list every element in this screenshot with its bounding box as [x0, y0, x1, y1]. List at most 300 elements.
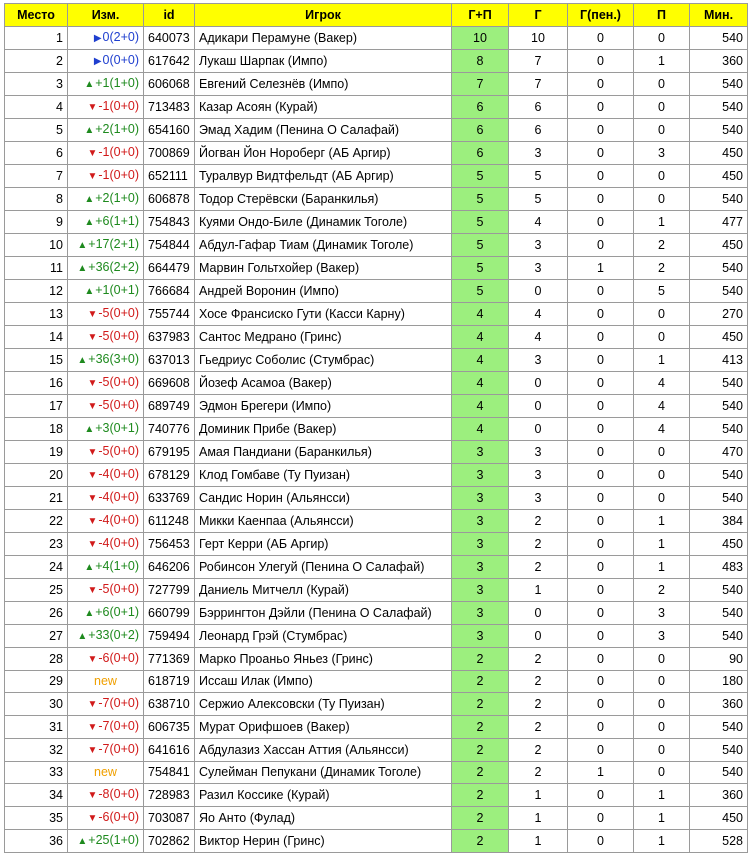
- player-id-cell[interactable]: 664479: [144, 257, 195, 280]
- player-id-cell[interactable]: 617642: [144, 50, 195, 73]
- change-cell[interactable]: [68, 188, 144, 211]
- minutes-cell[interactable]: 540: [690, 716, 748, 739]
- penalty-goals-cell[interactable]: 0: [568, 441, 634, 464]
- place-cell[interactable]: 34: [5, 784, 68, 807]
- place-cell[interactable]: 24: [5, 556, 68, 579]
- assists-cell[interactable]: 0: [634, 671, 690, 693]
- goals-plus-assists-cell[interactable]: 3: [452, 625, 509, 648]
- change-cell[interactable]: [68, 648, 144, 671]
- change-cell[interactable]: [68, 625, 144, 648]
- player-id-cell[interactable]: 669608: [144, 372, 195, 395]
- change-cell[interactable]: [68, 165, 144, 188]
- player-name-cell[interactable]: Герт Керри (АБ Аргир): [195, 533, 452, 556]
- player-name-cell[interactable]: Казар Асоян (Курай): [195, 96, 452, 119]
- place-cell[interactable]: 21: [5, 487, 68, 510]
- assists-cell[interactable]: 1: [634, 807, 690, 830]
- player-name-cell[interactable]: Туралвур Видтфельдт (АБ Аргир): [195, 165, 452, 188]
- minutes-cell[interactable]: 360: [690, 784, 748, 807]
- place-cell[interactable]: 32: [5, 739, 68, 762]
- assists-cell[interactable]: 0: [634, 326, 690, 349]
- goals-cell[interactable]: 1: [509, 830, 568, 853]
- minutes-cell[interactable]: 540: [690, 96, 748, 119]
- player-name-cell[interactable]: Бэррингтон Дэйли (Пенина О Салафай): [195, 602, 452, 625]
- player-name-cell[interactable]: Доминик Прибе (Вакер): [195, 418, 452, 441]
- place-cell[interactable]: 6: [5, 142, 68, 165]
- place-cell[interactable]: 8: [5, 188, 68, 211]
- player-id-cell[interactable]: 641616: [144, 739, 195, 762]
- place-cell[interactable]: 3: [5, 73, 68, 96]
- change-cell[interactable]: [68, 349, 144, 372]
- place-cell[interactable]: 9: [5, 211, 68, 234]
- player-id-cell[interactable]: 640073: [144, 27, 195, 50]
- goals-cell[interactable]: 7: [509, 73, 568, 96]
- change-cell[interactable]: [68, 579, 144, 602]
- place-cell[interactable]: 23: [5, 533, 68, 556]
- change-cell[interactable]: [68, 441, 144, 464]
- player-id-cell[interactable]: 638710: [144, 693, 195, 716]
- goals-plus-assists-cell[interactable]: 3: [452, 533, 509, 556]
- assists-cell[interactable]: 3: [634, 602, 690, 625]
- goals-plus-assists-cell[interactable]: 3: [452, 602, 509, 625]
- minutes-cell[interactable]: 540: [690, 372, 748, 395]
- place-cell[interactable]: 2: [5, 50, 68, 73]
- place-cell[interactable]: 15: [5, 349, 68, 372]
- player-id-cell[interactable]: 759494: [144, 625, 195, 648]
- player-name-cell[interactable]: Эмад Хадим (Пенина О Салафай): [195, 119, 452, 142]
- player-id-cell[interactable]: 700869: [144, 142, 195, 165]
- player-id-cell[interactable]: 633769: [144, 487, 195, 510]
- assists-cell[interactable]: 0: [634, 27, 690, 50]
- player-id-cell[interactable]: 740776: [144, 418, 195, 441]
- goals-plus-assists-cell[interactable]: 2: [452, 830, 509, 853]
- penalty-goals-cell[interactable]: 0: [568, 556, 634, 579]
- goals-cell[interactable]: 1: [509, 579, 568, 602]
- player-name-cell[interactable]: Йозеф Асамоа (Вакер): [195, 372, 452, 395]
- goals-plus-assists-cell[interactable]: 4: [452, 395, 509, 418]
- goals-cell[interactable]: 0: [509, 625, 568, 648]
- change-cell[interactable]: [68, 50, 144, 73]
- change-cell[interactable]: [68, 807, 144, 830]
- goals-plus-assists-cell[interactable]: 6: [452, 119, 509, 142]
- change-cell[interactable]: [68, 326, 144, 349]
- goals-plus-assists-cell[interactable]: 3: [452, 510, 509, 533]
- goals-plus-assists-cell[interactable]: 6: [452, 96, 509, 119]
- minutes-cell[interactable]: 360: [690, 693, 748, 716]
- goals-plus-assists-cell[interactable]: 2: [452, 648, 509, 671]
- player-name-cell[interactable]: Клод Гомбаве (Ту Пуизан): [195, 464, 452, 487]
- goals-cell[interactable]: 0: [509, 395, 568, 418]
- goals-plus-assists-cell[interactable]: 2: [452, 762, 509, 784]
- minutes-cell[interactable]: 360: [690, 50, 748, 73]
- minutes-cell[interactable]: 450: [690, 533, 748, 556]
- assists-cell[interactable]: 0: [634, 303, 690, 326]
- goals-plus-assists-cell[interactable]: 2: [452, 716, 509, 739]
- header-change[interactable]: Изм.: [68, 4, 144, 27]
- player-id-cell[interactable]: 754844: [144, 234, 195, 257]
- change-cell[interactable]: [68, 602, 144, 625]
- minutes-cell[interactable]: 540: [690, 487, 748, 510]
- minutes-cell[interactable]: 450: [690, 807, 748, 830]
- place-cell[interactable]: 31: [5, 716, 68, 739]
- change-cell[interactable]: [68, 418, 144, 441]
- player-name-cell[interactable]: Микки Каенпаа (Альянсси): [195, 510, 452, 533]
- goals-cell[interactable]: 2: [509, 510, 568, 533]
- player-name-cell[interactable]: Робинсон Улегуй (Пенина О Салафай): [195, 556, 452, 579]
- assists-cell[interactable]: 0: [634, 487, 690, 510]
- change-cell[interactable]: [68, 234, 144, 257]
- goals-plus-assists-cell[interactable]: 5: [452, 188, 509, 211]
- goals-cell[interactable]: 7: [509, 50, 568, 73]
- minutes-cell[interactable]: 483: [690, 556, 748, 579]
- place-cell[interactable]: 1: [5, 27, 68, 50]
- assists-cell[interactable]: 3: [634, 142, 690, 165]
- minutes-cell[interactable]: 540: [690, 579, 748, 602]
- goals-cell[interactable]: 5: [509, 165, 568, 188]
- assists-cell[interactable]: 1: [634, 556, 690, 579]
- minutes-cell[interactable]: 450: [690, 326, 748, 349]
- header-id[interactable]: id: [144, 4, 195, 27]
- penalty-goals-cell[interactable]: 0: [568, 602, 634, 625]
- player-name-cell[interactable]: Йогван Йон Нороберг (АБ Аргир): [195, 142, 452, 165]
- assists-cell[interactable]: 0: [634, 648, 690, 671]
- header-gp[interactable]: Г+П: [452, 4, 509, 27]
- minutes-cell[interactable]: 540: [690, 27, 748, 50]
- goals-cell[interactable]: 2: [509, 533, 568, 556]
- goals-plus-assists-cell[interactable]: 3: [452, 579, 509, 602]
- player-name-cell[interactable]: Куями Ондо-Биле (Динамик Тоголе): [195, 211, 452, 234]
- goals-plus-assists-cell[interactable]: 2: [452, 784, 509, 807]
- goals-plus-assists-cell[interactable]: 2: [452, 671, 509, 693]
- assists-cell[interactable]: 0: [634, 762, 690, 784]
- assists-cell[interactable]: 1: [634, 211, 690, 234]
- change-cell[interactable]: [68, 303, 144, 326]
- place-cell[interactable]: 26: [5, 602, 68, 625]
- assists-cell[interactable]: 0: [634, 188, 690, 211]
- player-name-cell[interactable]: Даниель Митчелл (Курай): [195, 579, 452, 602]
- player-name-cell[interactable]: Леонард Грэй (Стумбрас): [195, 625, 452, 648]
- assists-cell[interactable]: 1: [634, 349, 690, 372]
- minutes-cell[interactable]: 413: [690, 349, 748, 372]
- player-id-cell[interactable]: 766684: [144, 280, 195, 303]
- minutes-cell[interactable]: 540: [690, 257, 748, 280]
- assists-cell[interactable]: 1: [634, 784, 690, 807]
- penalty-goals-cell[interactable]: 0: [568, 349, 634, 372]
- penalty-goals-cell[interactable]: 0: [568, 716, 634, 739]
- place-cell[interactable]: 18: [5, 418, 68, 441]
- header-minutes[interactable]: Мин.: [690, 4, 748, 27]
- player-name-cell[interactable]: Абдул-Гафар Тиам (Динамик Тоголе): [195, 234, 452, 257]
- goals-cell[interactable]: 10: [509, 27, 568, 50]
- goals-cell[interactable]: 3: [509, 142, 568, 165]
- goals-plus-assists-cell[interactable]: 3: [452, 487, 509, 510]
- change-cell[interactable]: [68, 464, 144, 487]
- penalty-goals-cell[interactable]: 0: [568, 418, 634, 441]
- player-name-cell[interactable]: Хосе Франсиско Гути (Касси Карну): [195, 303, 452, 326]
- change-cell[interactable]: [68, 671, 144, 693]
- player-name-cell[interactable]: Марко Проаньо Яньез (Гринс): [195, 648, 452, 671]
- player-id-cell[interactable]: 689749: [144, 395, 195, 418]
- goals-cell[interactable]: 0: [509, 418, 568, 441]
- assists-cell[interactable]: 0: [634, 165, 690, 188]
- minutes-cell[interactable]: 384: [690, 510, 748, 533]
- goals-plus-assists-cell[interactable]: 4: [452, 349, 509, 372]
- goals-plus-assists-cell[interactable]: 10: [452, 27, 509, 50]
- place-cell[interactable]: 5: [5, 119, 68, 142]
- goals-cell[interactable]: 3: [509, 349, 568, 372]
- place-cell[interactable]: 14: [5, 326, 68, 349]
- penalty-goals-cell[interactable]: 0: [568, 671, 634, 693]
- player-id-cell[interactable]: 679195: [144, 441, 195, 464]
- goals-cell[interactable]: 2: [509, 716, 568, 739]
- change-cell[interactable]: [68, 395, 144, 418]
- goals-plus-assists-cell[interactable]: 7: [452, 73, 509, 96]
- place-cell[interactable]: 7: [5, 165, 68, 188]
- change-cell[interactable]: [68, 96, 144, 119]
- place-cell[interactable]: 30: [5, 693, 68, 716]
- player-name-cell[interactable]: Сулейман Пепукани (Динамик Тоголе): [195, 762, 452, 784]
- assists-cell[interactable]: 0: [634, 119, 690, 142]
- goals-cell[interactable]: 3: [509, 257, 568, 280]
- player-name-cell[interactable]: Амая Пандиани (Баранкилья): [195, 441, 452, 464]
- place-cell[interactable]: 28: [5, 648, 68, 671]
- goals-cell[interactable]: 3: [509, 487, 568, 510]
- goals-cell[interactable]: 2: [509, 671, 568, 693]
- change-cell[interactable]: [68, 784, 144, 807]
- goals-plus-assists-cell[interactable]: 5: [452, 165, 509, 188]
- change-cell[interactable]: [68, 211, 144, 234]
- goals-plus-assists-cell[interactable]: 3: [452, 556, 509, 579]
- goals-cell[interactable]: 2: [509, 739, 568, 762]
- player-name-cell[interactable]: Лукаш Шарпак (Импо): [195, 50, 452, 73]
- penalty-goals-cell[interactable]: 0: [568, 234, 634, 257]
- player-id-cell[interactable]: 606068: [144, 73, 195, 96]
- goals-cell[interactable]: 2: [509, 693, 568, 716]
- goals-cell[interactable]: 3: [509, 441, 568, 464]
- penalty-goals-cell[interactable]: 0: [568, 372, 634, 395]
- goals-cell[interactable]: 6: [509, 119, 568, 142]
- header-penalty-goals[interactable]: Г(пен.): [568, 4, 634, 27]
- header-goals[interactable]: Г: [509, 4, 568, 27]
- penalty-goals-cell[interactable]: 0: [568, 487, 634, 510]
- goals-cell[interactable]: 5: [509, 188, 568, 211]
- minutes-cell[interactable]: 540: [690, 280, 748, 303]
- player-id-cell[interactable]: 637013: [144, 349, 195, 372]
- change-cell[interactable]: [68, 693, 144, 716]
- goals-cell[interactable]: 0: [509, 372, 568, 395]
- change-cell[interactable]: [68, 762, 144, 784]
- minutes-cell[interactable]: 90: [690, 648, 748, 671]
- goals-plus-assists-cell[interactable]: 5: [452, 257, 509, 280]
- player-id-cell[interactable]: 713483: [144, 96, 195, 119]
- goals-plus-assists-cell[interactable]: 5: [452, 211, 509, 234]
- player-name-cell[interactable]: Мурат Орифшоев (Вакер): [195, 716, 452, 739]
- goals-plus-assists-cell[interactable]: 8: [452, 50, 509, 73]
- goals-cell[interactable]: 1: [509, 807, 568, 830]
- minutes-cell[interactable]: 540: [690, 119, 748, 142]
- penalty-goals-cell[interactable]: 0: [568, 464, 634, 487]
- minutes-cell[interactable]: 477: [690, 211, 748, 234]
- goals-cell[interactable]: 3: [509, 464, 568, 487]
- player-id-cell[interactable]: 678129: [144, 464, 195, 487]
- minutes-cell[interactable]: 540: [690, 395, 748, 418]
- penalty-goals-cell[interactable]: 0: [568, 533, 634, 556]
- change-cell[interactable]: [68, 280, 144, 303]
- change-cell[interactable]: [68, 119, 144, 142]
- player-id-cell[interactable]: 618719: [144, 671, 195, 693]
- goals-cell[interactable]: 0: [509, 280, 568, 303]
- player-name-cell[interactable]: Эдмон Брегери (Импо): [195, 395, 452, 418]
- player-id-cell[interactable]: 703087: [144, 807, 195, 830]
- change-cell[interactable]: [68, 487, 144, 510]
- player-name-cell[interactable]: Яо Анто (Фулад): [195, 807, 452, 830]
- assists-cell[interactable]: 1: [634, 533, 690, 556]
- penalty-goals-cell[interactable]: 1: [568, 257, 634, 280]
- player-id-cell[interactable]: 646206: [144, 556, 195, 579]
- player-id-cell[interactable]: 727799: [144, 579, 195, 602]
- player-name-cell[interactable]: Евгений Селезнёв (Импо): [195, 73, 452, 96]
- goals-plus-assists-cell[interactable]: 2: [452, 807, 509, 830]
- minutes-cell[interactable]: 540: [690, 739, 748, 762]
- player-id-cell[interactable]: 606878: [144, 188, 195, 211]
- place-cell[interactable]: 36: [5, 830, 68, 853]
- minutes-cell[interactable]: 540: [690, 762, 748, 784]
- penalty-goals-cell[interactable]: 0: [568, 188, 634, 211]
- penalty-goals-cell[interactable]: 0: [568, 119, 634, 142]
- goals-plus-assists-cell[interactable]: 5: [452, 280, 509, 303]
- assists-cell[interactable]: 0: [634, 464, 690, 487]
- assists-cell[interactable]: 4: [634, 418, 690, 441]
- penalty-goals-cell[interactable]: 0: [568, 27, 634, 50]
- goals-cell[interactable]: 2: [509, 556, 568, 579]
- place-cell[interactable]: 13: [5, 303, 68, 326]
- assists-cell[interactable]: 1: [634, 50, 690, 73]
- goals-plus-assists-cell[interactable]: 3: [452, 441, 509, 464]
- goals-plus-assists-cell[interactable]: 4: [452, 303, 509, 326]
- goals-cell[interactable]: 0: [509, 602, 568, 625]
- place-cell[interactable]: 11: [5, 257, 68, 280]
- place-cell[interactable]: 22: [5, 510, 68, 533]
- penalty-goals-cell[interactable]: 0: [568, 648, 634, 671]
- place-cell[interactable]: 17: [5, 395, 68, 418]
- place-cell[interactable]: 29: [5, 671, 68, 693]
- penalty-goals-cell[interactable]: 0: [568, 280, 634, 303]
- player-id-cell[interactable]: 754843: [144, 211, 195, 234]
- penalty-goals-cell[interactable]: 0: [568, 50, 634, 73]
- assists-cell[interactable]: 2: [634, 579, 690, 602]
- player-id-cell[interactable]: 755744: [144, 303, 195, 326]
- player-id-cell[interactable]: 660799: [144, 602, 195, 625]
- penalty-goals-cell[interactable]: 0: [568, 625, 634, 648]
- player-id-cell[interactable]: 654160: [144, 119, 195, 142]
- goals-plus-assists-cell[interactable]: 2: [452, 693, 509, 716]
- minutes-cell[interactable]: 540: [690, 625, 748, 648]
- place-cell[interactable]: 35: [5, 807, 68, 830]
- player-name-cell[interactable]: Марвин Гольтхойер (Вакер): [195, 257, 452, 280]
- place-cell[interactable]: 20: [5, 464, 68, 487]
- change-cell[interactable]: [68, 257, 144, 280]
- place-cell[interactable]: 19: [5, 441, 68, 464]
- minutes-cell[interactable]: 540: [690, 418, 748, 441]
- penalty-goals-cell[interactable]: 0: [568, 142, 634, 165]
- assists-cell[interactable]: 0: [634, 693, 690, 716]
- minutes-cell[interactable]: 540: [690, 73, 748, 96]
- header-player[interactable]: Игрок: [195, 4, 452, 27]
- player-id-cell[interactable]: 637983: [144, 326, 195, 349]
- assists-cell[interactable]: 0: [634, 96, 690, 119]
- minutes-cell[interactable]: 470: [690, 441, 748, 464]
- player-id-cell[interactable]: 728983: [144, 784, 195, 807]
- penalty-goals-cell[interactable]: 0: [568, 830, 634, 853]
- minutes-cell[interactable]: 528: [690, 830, 748, 853]
- minutes-cell[interactable]: 450: [690, 165, 748, 188]
- penalty-goals-cell[interactable]: 0: [568, 165, 634, 188]
- change-cell[interactable]: [68, 830, 144, 853]
- change-cell[interactable]: [68, 556, 144, 579]
- penalty-goals-cell[interactable]: 0: [568, 96, 634, 119]
- place-cell[interactable]: 27: [5, 625, 68, 648]
- change-cell[interactable]: [68, 533, 144, 556]
- change-cell[interactable]: [68, 739, 144, 762]
- penalty-goals-cell[interactable]: 1: [568, 762, 634, 784]
- goals-cell[interactable]: 4: [509, 326, 568, 349]
- goals-plus-assists-cell[interactable]: 4: [452, 372, 509, 395]
- penalty-goals-cell[interactable]: 0: [568, 693, 634, 716]
- player-name-cell[interactable]: Абдулазиз Хассан Аттия (Альянсси): [195, 739, 452, 762]
- penalty-goals-cell[interactable]: 0: [568, 395, 634, 418]
- change-cell[interactable]: [68, 372, 144, 395]
- assists-cell[interactable]: 0: [634, 73, 690, 96]
- player-name-cell[interactable]: Тодор Стерёвски (Баранкилья): [195, 188, 452, 211]
- penalty-goals-cell[interactable]: 0: [568, 211, 634, 234]
- assists-cell[interactable]: 3: [634, 625, 690, 648]
- minutes-cell[interactable]: 450: [690, 234, 748, 257]
- player-id-cell[interactable]: 754841: [144, 762, 195, 784]
- player-name-cell[interactable]: Виктор Нерин (Гринс): [195, 830, 452, 853]
- player-id-cell[interactable]: 771369: [144, 648, 195, 671]
- player-id-cell[interactable]: 606735: [144, 716, 195, 739]
- goals-cell[interactable]: 1: [509, 784, 568, 807]
- penalty-goals-cell[interactable]: 0: [568, 326, 634, 349]
- player-name-cell[interactable]: Сантос Медрано (Гринс): [195, 326, 452, 349]
- player-id-cell[interactable]: 652111: [144, 165, 195, 188]
- player-id-cell[interactable]: 702862: [144, 830, 195, 853]
- player-id-cell[interactable]: 611248: [144, 510, 195, 533]
- assists-cell[interactable]: 0: [634, 739, 690, 762]
- assists-cell[interactable]: 2: [634, 257, 690, 280]
- assists-cell[interactable]: 1: [634, 510, 690, 533]
- player-name-cell[interactable]: Иссаш Илак (Импо): [195, 671, 452, 693]
- header-place[interactable]: Место: [5, 4, 68, 27]
- place-cell[interactable]: 25: [5, 579, 68, 602]
- place-cell[interactable]: 4: [5, 96, 68, 119]
- place-cell[interactable]: 10: [5, 234, 68, 257]
- header-assists[interactable]: П: [634, 4, 690, 27]
- change-cell[interactable]: [68, 27, 144, 50]
- goals-plus-assists-cell[interactable]: 2: [452, 739, 509, 762]
- goals-cell[interactable]: 2: [509, 648, 568, 671]
- player-name-cell[interactable]: Сандис Норин (Альянсси): [195, 487, 452, 510]
- goals-cell[interactable]: 2: [509, 762, 568, 784]
- minutes-cell[interactable]: 180: [690, 671, 748, 693]
- penalty-goals-cell[interactable]: 0: [568, 784, 634, 807]
- goals-plus-assists-cell[interactable]: 4: [452, 326, 509, 349]
- goals-cell[interactable]: 4: [509, 211, 568, 234]
- player-name-cell[interactable]: Гьедриус Соболис (Стумбрас): [195, 349, 452, 372]
- assists-cell[interactable]: 5: [634, 280, 690, 303]
- assists-cell[interactable]: 0: [634, 441, 690, 464]
- goals-plus-assists-cell[interactable]: 4: [452, 418, 509, 441]
- goals-cell[interactable]: 4: [509, 303, 568, 326]
